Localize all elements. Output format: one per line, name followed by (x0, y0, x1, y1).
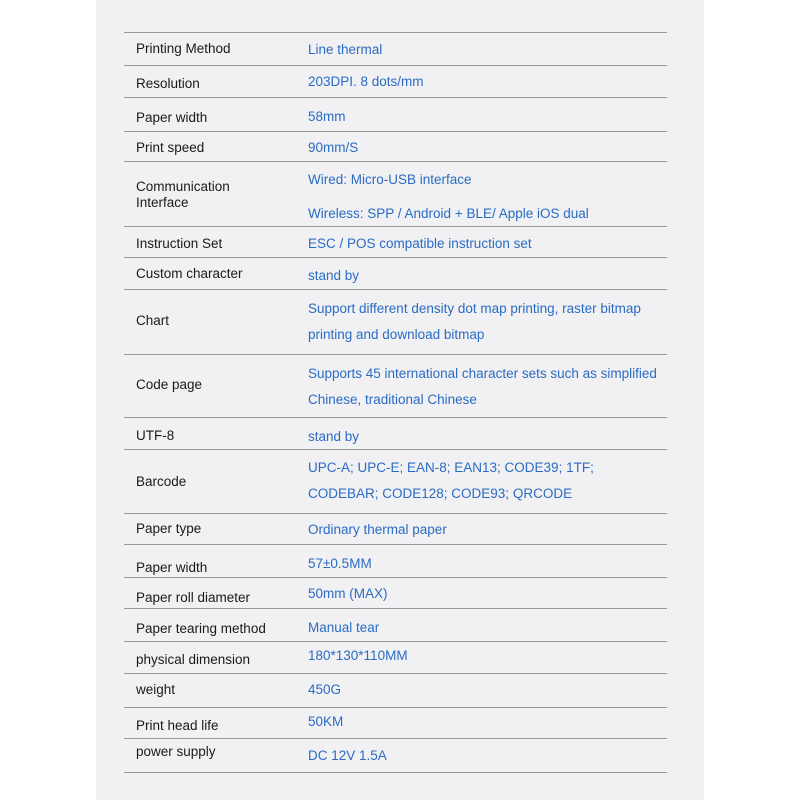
spec-label: Printing Method (136, 41, 231, 56)
spec-label: Print head life (136, 718, 219, 733)
spec-value: ESC / POS compatible instruction set (308, 236, 532, 251)
spec-value-line: UPC-A; UPC-E; EAN-8; EAN13; CODE39; 1TF; (308, 460, 594, 475)
spec-label: physical dimension (136, 652, 251, 667)
spec-value: Manual tear (308, 620, 380, 635)
spec-value: 57±0.5MM (308, 556, 372, 571)
spec-row-weight (124, 674, 667, 708)
spec-row-paper-roll-diameter (124, 578, 667, 609)
spec-label: Chart (136, 313, 170, 328)
spec-value: Ordinary thermal paper (308, 522, 447, 537)
spec-value: 58mm (308, 109, 346, 124)
spec-label: Paper tearing method (136, 621, 266, 636)
spec-label: Custom character (136, 266, 243, 281)
spec-row-paper-width-mm (124, 545, 667, 578)
spec-label: UTF-8 (136, 428, 175, 443)
spec-value: 50mm (MAX) (308, 586, 388, 601)
spec-value-line: Support different density dot map printing, raster bitmap (308, 301, 641, 316)
spec-value: 180*130*110MM (308, 648, 408, 663)
spec-label: Paper roll diameter (136, 590, 251, 605)
spec-label: Paper width (136, 110, 208, 125)
spec-value-line: Chinese, traditional Chinese (308, 392, 477, 407)
spec-row-printing-method (124, 33, 667, 66)
spec-label (136, 179, 230, 211)
spec-row-communication-interface (124, 162, 667, 227)
spec-value: DC 12V 1.5A (308, 748, 387, 763)
spec-row-resolution (124, 66, 667, 98)
spec-row-print-head-life (124, 708, 667, 739)
spec-value: 450G (308, 682, 342, 697)
spec-value-line: Wireless: SPP / Android + BLE/ Apple iOS dual (308, 206, 589, 221)
spec-label: Code page (136, 377, 203, 392)
spec-value: 90mm/S (308, 140, 359, 155)
spec-label: Print speed (136, 140, 205, 155)
spec-value: stand by (308, 429, 360, 444)
spec-row-paper-tearing-method (124, 609, 667, 642)
spec-label-line: Communication (136, 179, 230, 194)
spec-value: 203DPI. 8 dots/mm (308, 74, 424, 89)
spec-label: Barcode (136, 474, 187, 489)
spec-row-barcode (124, 450, 667, 514)
spec-label: Resolution (136, 76, 200, 91)
spec-row-code-page (124, 355, 667, 418)
spec-label: Paper type (136, 521, 202, 536)
spec-row-print-speed (124, 132, 667, 162)
spec-row-paper-width (124, 98, 667, 132)
spec-row-paper-type (124, 514, 667, 545)
spec-label: Paper width (136, 560, 208, 575)
spec-label: power supply (136, 744, 216, 759)
spec-row-power-supply (124, 739, 667, 773)
spec-value-line: Wired: Micro-USB interface (308, 172, 472, 187)
spec-value-line: CODEBAR; CODE128; CODE93; QRCODE (308, 486, 573, 501)
spec-row-instruction-set (124, 227, 667, 258)
spec-label: Instruction Set (136, 236, 223, 251)
spec-row-utf8 (124, 418, 667, 450)
spec-value: stand by (308, 268, 360, 283)
spec-table (124, 32, 667, 773)
spec-value: 50KM (308, 714, 344, 729)
spec-label-line: Interface (136, 195, 189, 210)
spec-value: Line thermal (308, 42, 383, 57)
spec-row-custom-character (124, 258, 667, 290)
spec-value-line: printing and download bitmap (308, 327, 485, 342)
spec-value-line: Supports 45 international character sets such as simplified (308, 366, 657, 381)
spec-row-physical-dimension (124, 642, 667, 674)
spec-row-chart (124, 290, 667, 355)
spec-label: weight (136, 682, 176, 697)
